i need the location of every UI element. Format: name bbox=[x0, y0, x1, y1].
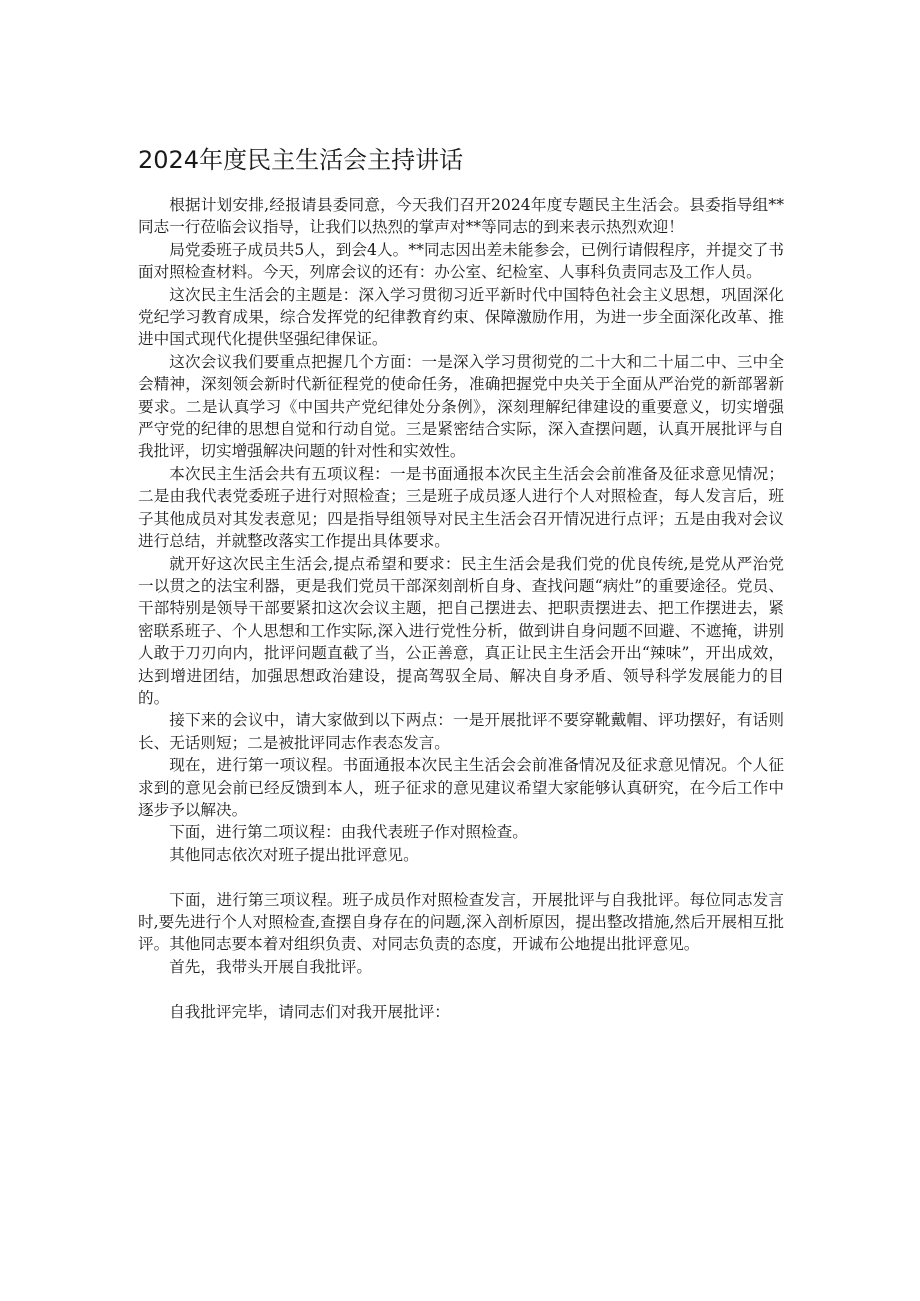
paragraph-attendance: 局党委班子成员共5人，到会4人。**同志因出差未能参会，已例行请假程序，并提交了书面对照检查材料。今天，列席会议的还有：办公室、纪检室、人事科负责同志及工作人员。 bbox=[138, 240, 784, 282]
blank-line bbox=[138, 866, 784, 888]
paragraph-agenda-item-1: 现在，进行第一项议程。书面通报本次民主生活会会前准备情况及征求意见情况。个人征求到的意见会前已经反馈到本人，班子征求的意见建议希望大家能够认真研究，在今后工作中逐步予以解决。 bbox=[138, 756, 784, 819]
document-body bbox=[138, 194, 784, 1023]
paragraph-self-criticism-start: 首先，我带头开展自我批评。 bbox=[169, 957, 372, 976]
paragraph-criticism-of-team: 其他同志依次对班子提出批评意见。 bbox=[169, 845, 419, 864]
paragraph-requirements: 就开好这次民主生活会,提点希望和要求：民主生活会是我们党的优良传统,是党从严治党一以贯之的法宝利器，更是我们党员干部深刻剖析自身、查找问题“病灶”的重要途径。党员、干部特别是领导干部要紧扣这次会议主题，把自己摆进去、把职责摆进去、把工作摆进去，紧密联系班子、个人思想和工作实际,深入进行党性分析，做到讲自身问题不回避、不遮掩，讲别人敢于刀刃向内，批评问题直截了当，公正善意，真正让民主生活会开出“辣味”，开出成效，达到增进团结，加强思想政治建设，提高驾驭全局、解决自身矛盾、领导科学发展能力的目的。 bbox=[138, 554, 784, 707]
blank-line bbox=[138, 978, 784, 1000]
paragraph-agenda-item-2: 下面，进行第二项议程：由我代表班子作对照检查。 bbox=[169, 823, 528, 842]
paragraph-two-points: 接下来的会议中，请大家做到以下两点：一是开展批评不要穿靴戴帽、评功摆好，有话则长、无话则短；二是被批评同志作表态发言。 bbox=[138, 711, 784, 752]
paragraph-agenda-item-3: 下面，进行第三项议程。班子成员作对照检查发言，开展批评与自我批评。每位同志发言时,要先进行个人对照检查,查摆自身存在的问题,深入剖析原因，提出整改措施,然后开展相互批评。其他同志要本着对组织负责、对同志负责的态度，开诚布公地提出批评意见。 bbox=[138, 890, 784, 954]
paragraph-self-criticism-end: 自我批评完毕，请同志们对我开展批评： bbox=[169, 1002, 450, 1021]
paragraph-agenda: 本次民主生活会共有五项议程：一是书面通报本次民主生活会会前准备及征求意见情况；二是由我代表党委班子进行对照检查；三是班子成员逐人进行个人对照检查，每人发言后，班子其他成员对其发表意见；四是指导组领导对民主生活会召开情况进行点评；五是由我对会议进行总结，并就整改落实工作提出具体要求。 bbox=[138, 464, 784, 551]
paragraph-theme: 这次民主生活会的主题是：深入学习贯彻习近平新时代中国特色社会主义思想，巩固深化党纪学习教育成果，综合发挥党的纪律教育约束、保障激励作用，为进一步全面深化改革、推进中国式现代化提供坚强纪律保证。 bbox=[138, 285, 784, 349]
paragraph-key-points: 这次会议我们要重点把握几个方面：一是深入学习贯彻党的二十大和二十届二中、三中全会精神，深刻领会新时代新征程党的使命任务，准确把握党中央关于全面从严治党的新部署新要求。二是认真学习《中国共产党纪律处分条例》，深刻理解纪律建设的重要意义，切实增强严守党的纪律的思想自觉和行动自觉。三是紧密结合实际，深入查摆问题，认真开展批评与自我批评，切实增强解决问题的针对性和实效性。 bbox=[138, 352, 784, 461]
document-title: 2024年度民主生活会主持讲话 bbox=[138, 146, 464, 174]
paragraph-opening: 根据计划安排,经报请县委同意，今天我们召开2024年度专题民主生活会。县委指导组**同志一行莅临会议指导，让我们以热烈的掌声对**等同志的到来表示热烈欢迎！ bbox=[138, 196, 784, 237]
